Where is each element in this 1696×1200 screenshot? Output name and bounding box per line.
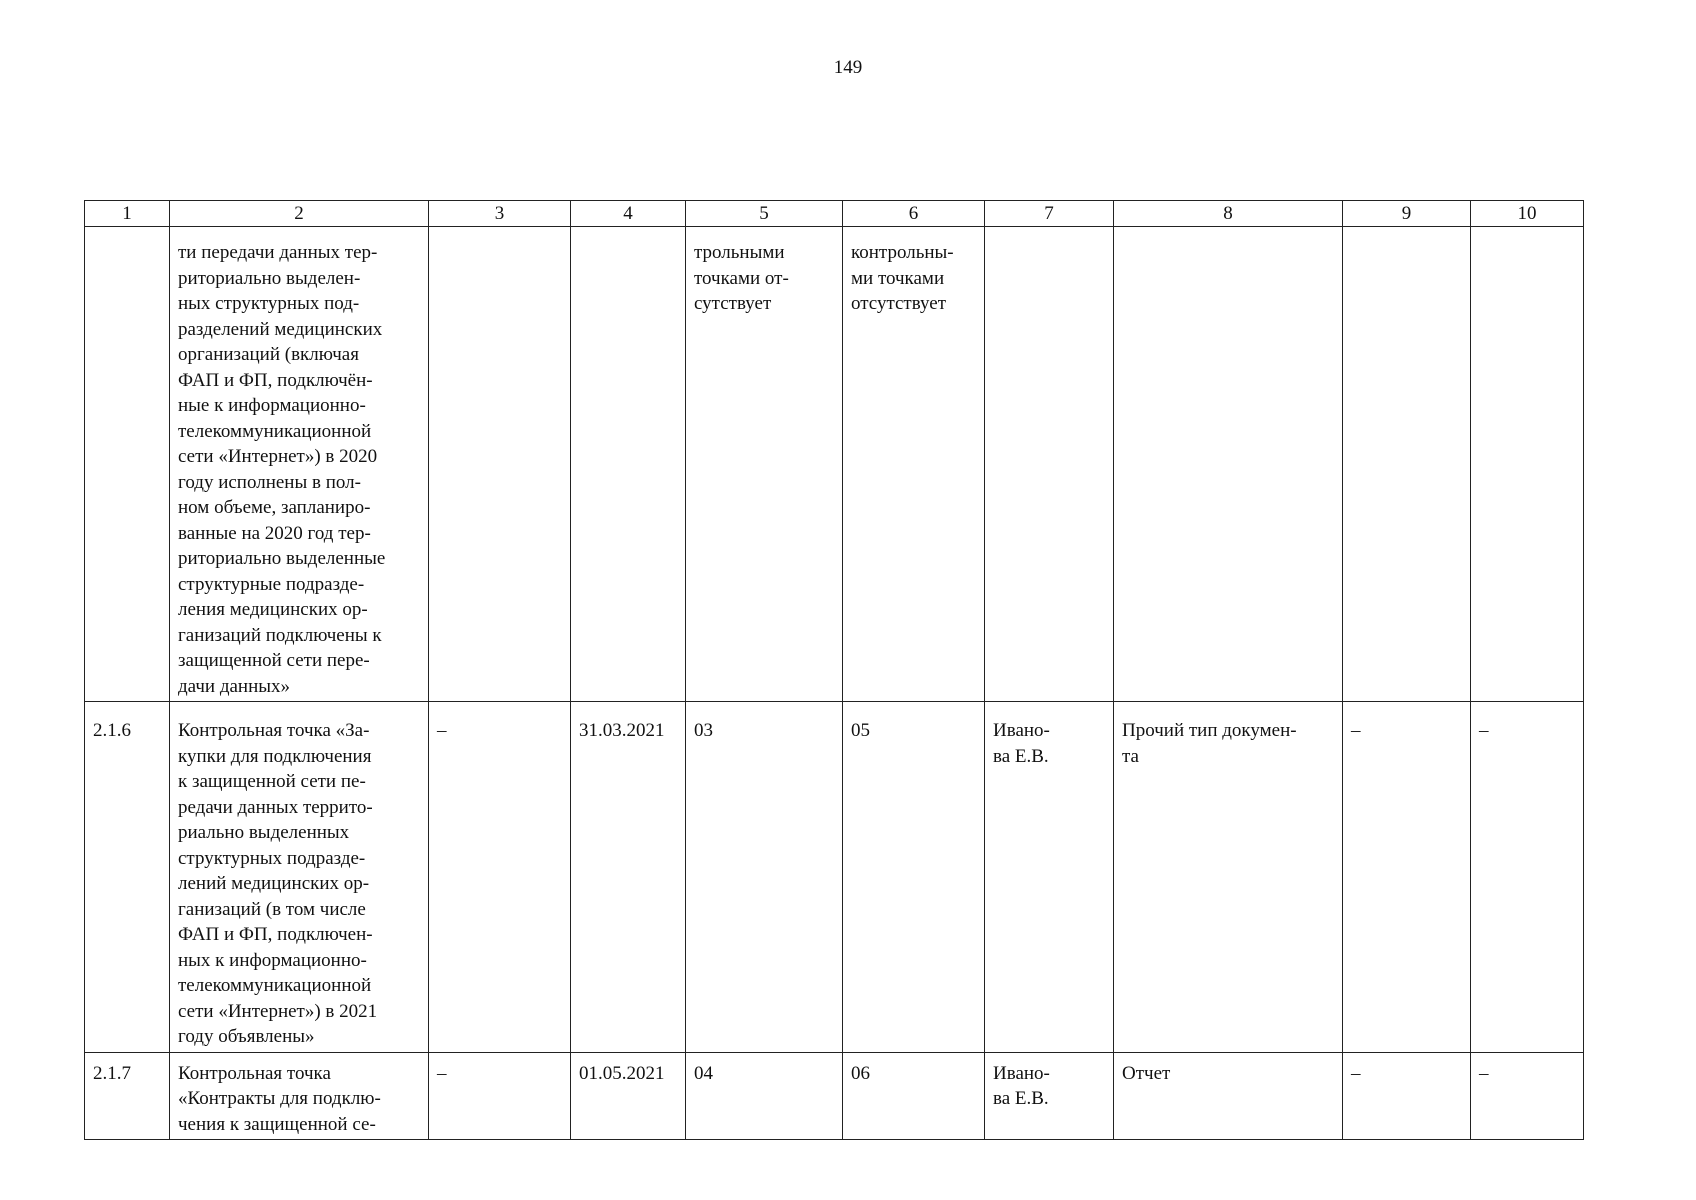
cell-text: контрольны- ми точками отсутствует	[851, 242, 954, 314]
cell-text: –	[1479, 1062, 1489, 1084]
column-header-3: 3	[429, 201, 571, 227]
cell-document-type	[1114, 702, 1343, 1053]
cell-col3	[429, 702, 571, 1053]
table-row	[85, 1052, 1584, 1140]
cell-description	[170, 227, 429, 702]
control-points-table	[84, 200, 1584, 1140]
cell-col9	[1343, 1052, 1471, 1140]
cell-text: –	[1351, 720, 1361, 741]
cell-number	[85, 702, 170, 1053]
cell-text: ти передачи данных тер- риториально выделен- ных структурных под- разделений медицинских организаций (включая ФАП и ФП, подключён- ные к информационно- телекоммуникационной сети «Интернет») в 2020 году исполнены в пол- ном объеме, запланиро- ванные на 2020 год тер- риториально выделенные структурные подразде- ления медицинских ор- ганизаций подключены к защищенной сети пере- дачи данных»	[178, 242, 386, 697]
cell-col9	[1343, 227, 1471, 702]
column-header-4: 4	[571, 201, 686, 227]
cell-text: 31.03.2021	[579, 720, 665, 741]
cell-number	[85, 227, 170, 702]
cell-description	[170, 702, 429, 1053]
cell-text: Прочий тип докумен- та	[1122, 720, 1297, 767]
header-row	[85, 201, 1584, 227]
cell-text: –	[437, 720, 447, 741]
cell-col3	[429, 1052, 571, 1140]
cell-col10	[1471, 227, 1584, 702]
page-number: 149	[833, 57, 863, 78]
cell-col6	[843, 1052, 985, 1140]
cell-text: трольными точками от- сутствует	[694, 242, 789, 314]
column-header-10: 10	[1471, 201, 1584, 227]
cell-text: 03	[694, 720, 713, 741]
cell-description	[170, 1052, 429, 1140]
cell-col3	[429, 227, 571, 702]
cell-document-type	[1114, 227, 1343, 702]
cell-col5	[686, 702, 843, 1053]
cell-text: –	[1479, 720, 1489, 741]
cell-text: Отчет	[1122, 1062, 1171, 1084]
cell-responsible	[985, 702, 1114, 1053]
cell-col10	[1471, 702, 1584, 1053]
column-header-8: 8	[1114, 201, 1343, 227]
cell-text: Контрольная точка «За- купки для подключения к защищенной сети пе- редачи данных террито- риально выделенных структурных подразде- лений медицинских ор- ганизаций (в том числе ФАП и ФП, подключен- ных к информационно- телекоммуникационной сети «Интернет») в 2021 году объявлены»	[178, 720, 378, 1047]
cell-text: 2.1.7	[93, 1062, 131, 1084]
cell-col5	[686, 227, 843, 702]
cell-text: Контрольная точка «Контракты для подклю- чения к защищенной се-	[178, 1062, 381, 1135]
cell-text: Ивано- ва Е.В.	[993, 1062, 1050, 1109]
cell-text: Ивано- ва Е.В.	[993, 720, 1050, 767]
column-header-5: 5	[686, 201, 843, 227]
table-row	[85, 702, 1584, 1053]
table-row	[85, 227, 1584, 702]
cell-text: 06	[851, 1062, 870, 1084]
cell-col6	[843, 227, 985, 702]
cell-col6	[843, 702, 985, 1053]
cell-responsible	[985, 1052, 1114, 1140]
cell-responsible	[985, 227, 1114, 702]
cell-date	[571, 702, 686, 1053]
cell-date	[571, 1052, 686, 1140]
cell-col10	[1471, 1052, 1584, 1140]
cell-document-type	[1114, 1052, 1343, 1140]
column-header-6: 6	[843, 201, 985, 227]
column-header-9: 9	[1343, 201, 1471, 227]
cell-number	[85, 1052, 170, 1140]
cell-text: –	[1351, 1062, 1361, 1084]
cell-col5	[686, 1052, 843, 1140]
cell-text: 01.05.2021	[579, 1062, 665, 1084]
column-header-2: 2	[170, 201, 429, 227]
cell-text: 04	[694, 1062, 713, 1084]
cell-text: –	[437, 1062, 447, 1084]
cell-col9	[1343, 702, 1471, 1053]
column-header-1: 1	[85, 201, 170, 227]
column-header-7: 7	[985, 201, 1114, 227]
cell-date	[571, 227, 686, 702]
cell-text: 05	[851, 720, 870, 741]
cell-text: 2.1.6	[93, 720, 131, 741]
